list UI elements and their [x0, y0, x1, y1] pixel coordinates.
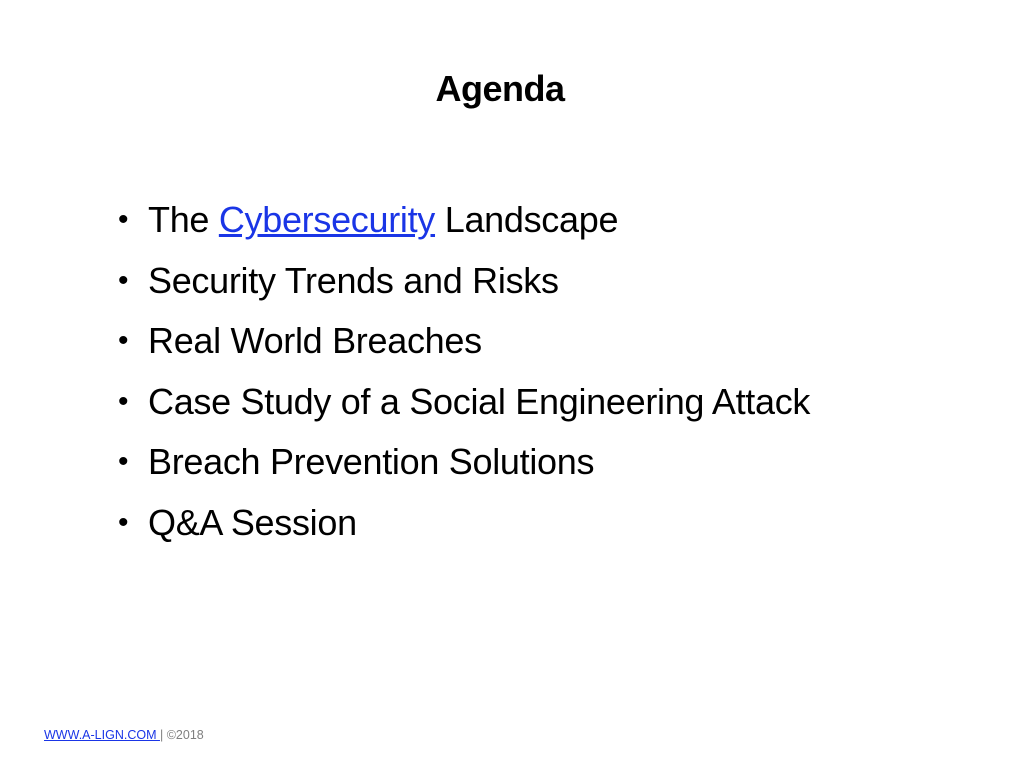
bullet: • — [118, 445, 129, 478]
agenda-item-text-after: Landscape — [435, 199, 619, 240]
bullet: • — [118, 505, 129, 539]
agenda-item-label: Breach Prevention Solutions — [148, 441, 595, 482]
agenda-item-breach-prevention — [118, 432, 810, 493]
bullet: • — [118, 203, 129, 236]
footer-separator: | — [159, 728, 167, 742]
copyright-text: ©2018 — [166, 728, 204, 742]
agenda-item-security-trends — [118, 251, 810, 312]
agenda-item-text-before: The — [148, 199, 219, 240]
agenda-item-label: Security Trends and Risks — [148, 259, 559, 301]
website-link[interactable]: WWW.A-LIGN.COM — [44, 728, 160, 742]
agenda-list — [118, 190, 810, 553]
agenda-item-label: Q&A Session — [148, 501, 357, 543]
cybersecurity-link[interactable]: Cybersecurity — [218, 199, 436, 240]
agenda-item-qa-session — [118, 493, 810, 554]
footer — [44, 728, 204, 742]
agenda-item-label: Real World Breaches — [148, 320, 482, 361]
bullet: • — [118, 263, 129, 297]
agenda-item-cybersecurity-landscape — [118, 190, 810, 251]
bullet: • — [118, 384, 129, 418]
bullet: • — [118, 324, 129, 357]
agenda-item-case-study — [118, 372, 810, 433]
agenda-item-real-world-breaches — [118, 311, 810, 372]
agenda-item-label: Case Study of a Social Engineering Attack — [148, 380, 811, 422]
slide-title: Agenda — [435, 68, 565, 109]
